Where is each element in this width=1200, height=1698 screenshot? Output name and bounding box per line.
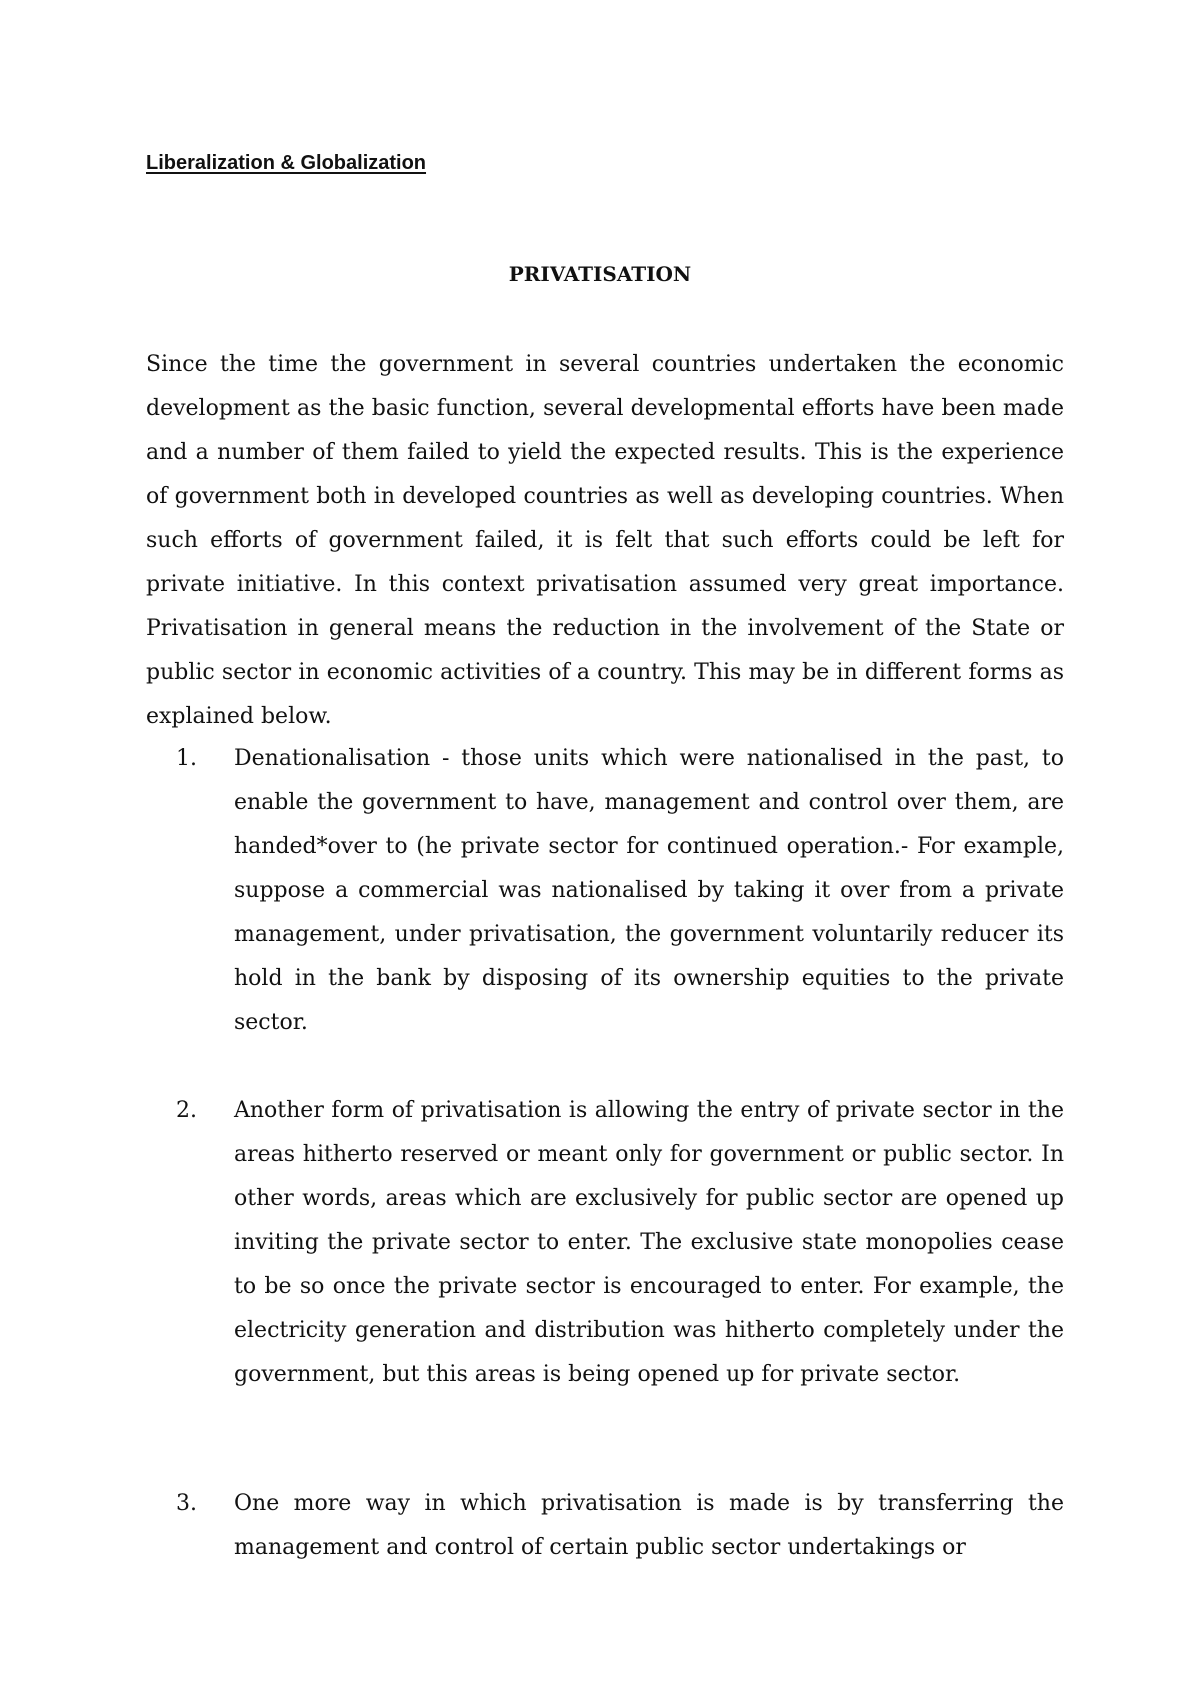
document-heading: PRIVATISATION <box>508 262 692 286</box>
list-item-text: Another form of privatisation is allowing the entry of private sector in the areas hitherto reserved or meant only for government or public sector. In other words, areas which are exclusively for public sector are opened up inviting the private sector to enter. The exclusive state monopolies cease to be so once the private sector is encouraged to enter. For example, the electricity generation and distribution was hitherto completely under the government, but this areas is being opened up for private sector. <box>234 1098 1064 1387</box>
list-item-text: Denationalisation - those units which were nationalised in the past, to enable the government to have, management and control over them, are handed*over to (he private sector for continued operation.- For example, suppose a commercial was nationalised by taking it over from a private management, under privatisation, the government voluntarily reducer its hold in the bank by disposing of its ownership equities to the private sector. <box>234 746 1064 1035</box>
course-title: Liberalization & Globalization <box>146 152 427 174</box>
intro-paragraph: Since the time the government in several countries undertaken the economic development as the basic function, several developmental efforts have been made and a number of them failed to yield the expected results. This is the experience of government both in developed countries as well as developing countries. When such efforts of government failed, it is felt that such efforts could be left for private initiative. In this context privatisation assumed very great importance. Privatisation in general means the reduction in the involvement of the State or public sector in economic activities of a country. This may be in different forms as explained below. <box>146 352 1064 729</box>
list-item-number: 3. <box>176 1491 197 1516</box>
list-item-number: 1. <box>176 746 197 771</box>
list-item-text: One more way in which privatisation is made is by transferring the management and control of certain public sector undertakings or <box>234 1491 1064 1560</box>
list-item-number: 2. <box>176 1098 197 1123</box>
